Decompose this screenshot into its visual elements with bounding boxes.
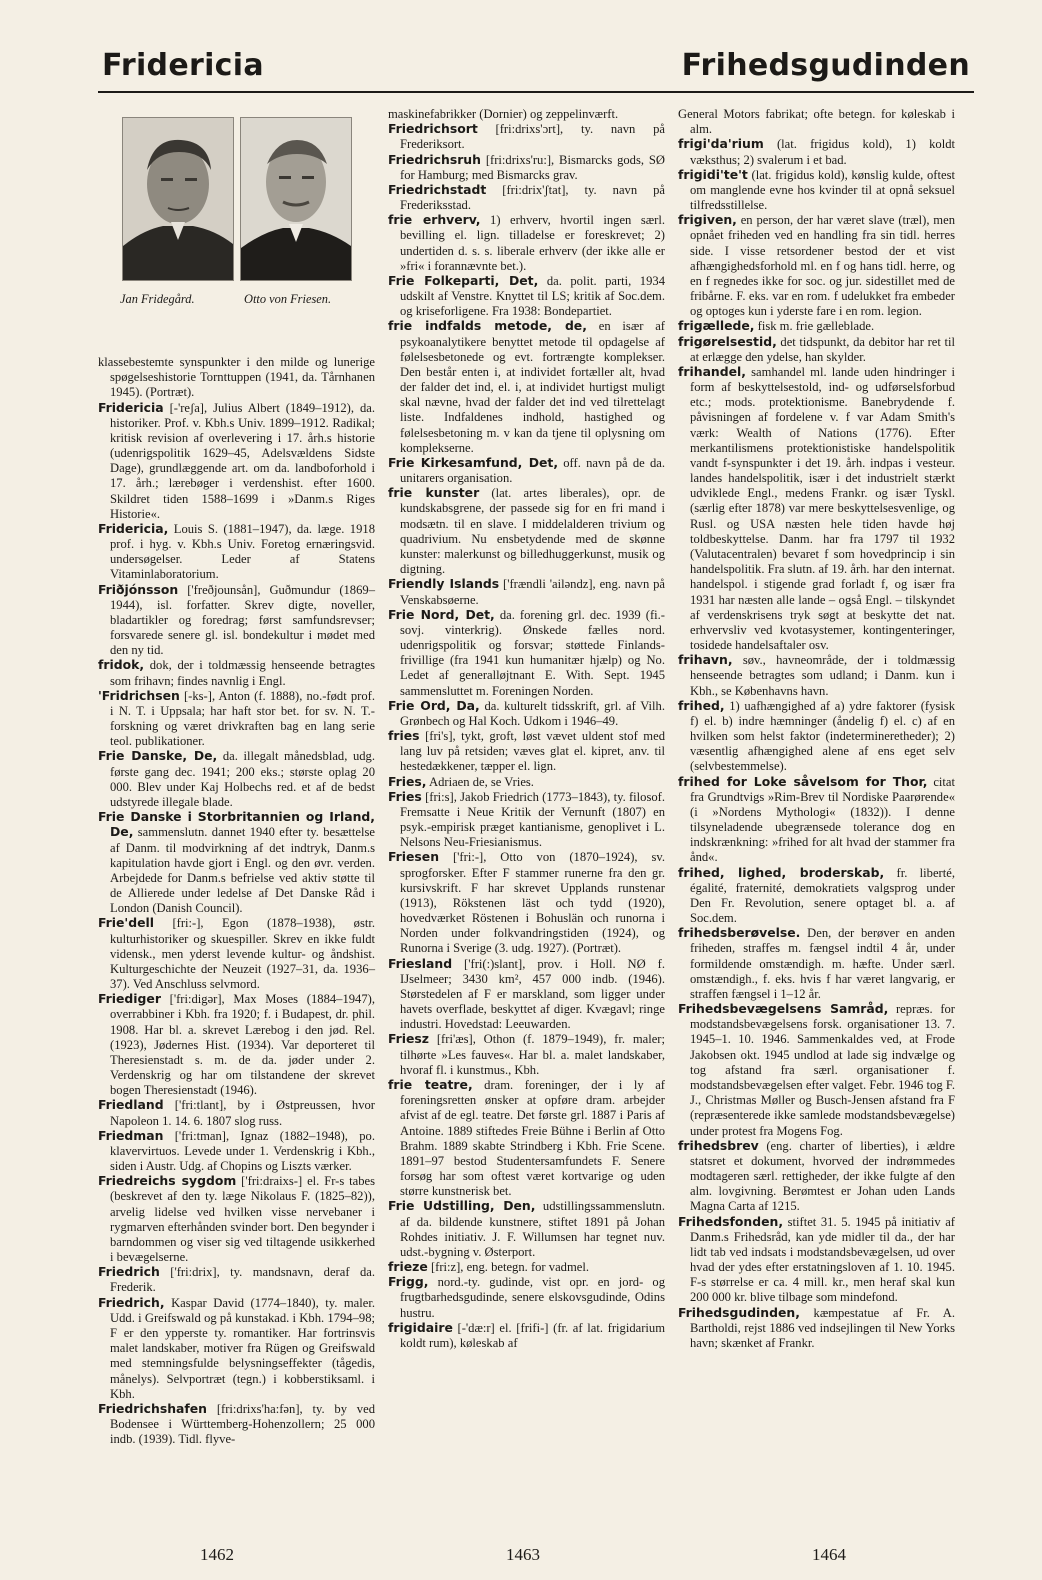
entry-text: dok, der i toldmæssig henseende betragtes som frihavn; findes navnlig i Engl. <box>110 658 375 688</box>
entry-text: en person, der har været slave (træl), men opnået friheden ved en handling fra sin tidl. herres side. I visse retsordener bestod der et vist afhængighedsforhold ml. en f og hans tidl. herre, og en f regnedes ikke for soc. og jur. sidestillet med de fribårne. F. eks. var en rom. f udelukket fra embeder og optoges kun i yderste fare i en rom. legion. <box>690 213 955 319</box>
running-header-right: Frihedsgudinden <box>681 48 970 83</box>
dictionary-entry <box>678 335 955 365</box>
entry-headword: Fridericia <box>98 399 164 415</box>
entry-text: [fri:drixs'ru:], Bismarcks gods, SØ for Hamburg; med Bismarcks grav. <box>400 152 665 182</box>
entry-text: fr. liberté, égalité, fraternité, demokratiets valgsprog under Den Fr. Revolution, senere optaget bl. a. af Soc.dem. <box>690 865 955 926</box>
entry-headword: Frihedsgudinden, <box>678 1304 800 1320</box>
entry-text: udstillingssammenslutn. af da. bildende kunstnere, stiftet 1891 på Johan Rohdes initiativ. J. F. Willumsen har tegnet nuv. udst.-bygning v. Østerport. <box>400 1199 665 1259</box>
dictionary-entry <box>388 577 665 607</box>
dictionary-entry <box>388 790 665 851</box>
dictionary-entry <box>678 365 955 653</box>
dictionary-entry <box>388 1321 665 1351</box>
entries-column-3 <box>678 107 955 1351</box>
entry-text: ['fri:digər], Max Moses (1884–1947), overrabbiner i Kbh. fra 1920; f. i Budapest, dr. phil. 1908. Har bl. a. skrevet Lærebog i den jød. Rel. (1923), Jødernes Hist. (1934). Var deporteret til Theresienstadt s. m. de da. jøder under 2. Verdenskrig og har om tilstandene der skrevet bogen Theresienstadt (1946). <box>110 992 375 1098</box>
entry-headword: Frie Udstilling, Den, <box>388 1198 536 1214</box>
entry-headword: Frihedsbevægelsens Samråd, <box>678 1001 889 1017</box>
dictionary-entry <box>388 608 665 699</box>
dictionary-entry <box>388 153 665 183</box>
entry-text: ['frændli 'ailəndz], eng. navn på Venskabsøerne. <box>400 577 665 607</box>
dictionary-entry <box>678 775 955 866</box>
entry-text: sammenslutn. dannet 1940 efter ty. besættelse af Danm. til modvirkning af det indtryk, Danm.s kapitulation havde gjort i Engl. og den øvr. verden. Arbejdede for Danm.s befrielse ved aktiv støtte til de Allierede under ledelse af Det Danske Råd i London (Danish Council). <box>110 825 375 916</box>
entry-text: (lat. frigidus kold), kønslig kulde, oftest om manglende evne hos kvinder til at opnå seksuel tilfredsstillelse. <box>690 167 955 213</box>
entry-text: ['fri:draixs-] el. Fr-s tabes (beskrevet af den ty. læge Nikolaus F. (1825–82)), arvelig lidelse ved hvilken visse nervebaner i rygmarven efterhånden svinder bort. Den begynder i barndommen og viser sig ved tiltagende usikkerhed i bevægelserne. <box>110 1174 375 1265</box>
entry-headword: frigi'da'rium <box>678 136 764 152</box>
dictionary-entry <box>388 274 665 320</box>
entry-headword: frigørelsestid, <box>678 333 777 349</box>
dictionary-entry <box>98 689 375 750</box>
dictionary-entry <box>98 1265 375 1295</box>
entry-text: dram. foreninger, der i ly af foreningsretten ønsker at opføre dram. arbejder afvist af de egl. teatre. Det første grl. 1887 i Paris af Antoine. 1889 stiftedes Freie Bühne i Berlin af Otto Brahm. 1889 skabte Strindberg i Kbh. Frie Scene. 1891–97 bestod Studentersamfundets F. Senere forsøg har som oftest været kortvarige og uden større kunstnerisk bet. <box>400 1078 665 1199</box>
dictionary-entry <box>388 122 665 152</box>
page-number-middle: 1463 <box>506 1545 540 1564</box>
dictionary-entry <box>98 355 375 401</box>
entry-headword: Frie Nord, Det, <box>388 606 495 622</box>
entry-text: [fri:drixs'ɔrt], ty. navn på Frederiksort. <box>400 122 665 152</box>
dictionary-entry <box>388 456 665 486</box>
dictionary-entry <box>388 775 665 790</box>
entry-headword: Friesland <box>388 955 453 971</box>
entries-column-1 <box>98 355 375 1447</box>
entry-headword: Frie Danske, De, <box>98 748 218 764</box>
caption-fridegard: Jan Fridegård. <box>120 292 195 306</box>
entry-headword: frigællede, <box>678 318 755 334</box>
entry-headword: Fries, <box>388 773 427 789</box>
entry-text: [-'reʃa], Julius Albert (1849–1912), da. historiker. Prof. v. Kbh.s Univ. 1899–1912. Radikal; kritisk revision af overlevering i 17. årh.s historie (udenrigspolitik 1629–45, Adelsvældens Sidste Dage), grundlæggende art. om da. landboforhold i 17. årh.; lærebøger i verdenshist. efter 1600. Skildret tiden 1588–1699 i »Danm.s Riges Historie«. <box>110 400 375 521</box>
entry-text: da. polit. parti, 1934 udskilt af Venstre. Knyttet til LS; kritik af Soc.dem. og kriseforligene. Fra 1938: Bondepartiet. <box>400 273 665 319</box>
entry-text: ['fri:tlant], by i Østpreussen, hvor Napoleon 1. 14. 6. 1807 slog russ. <box>110 1098 375 1128</box>
dictionary-entry <box>678 1306 955 1352</box>
dictionary-entry <box>98 583 375 659</box>
entry-headword: 'Fridrichsen <box>98 687 180 703</box>
dictionary-entry <box>388 486 665 577</box>
dictionary-entry <box>678 653 955 699</box>
entry-headword: frigiven, <box>678 212 737 228</box>
entry-headword: Frie Danske i Storbritannien og Irland, De, <box>98 809 375 840</box>
entry-text: [fri'æs], Othon (f. 1879–1949), fr. maler; tilhørte »Les fauves«. Har bl. a. malet landskaber, hvoraf fl. i kunstmus., Kbh. <box>400 1032 665 1077</box>
entry-text: repræs. for modstandsbevægelsens forsk. organisationer 13. 7. 1945–1. 10. 1946. Sammenkaldes ved, at Frode Jakobsen okt. 1945 undlod at lade sig indvælge og tog afstand fra særl. organisationer f. modstandsbevægelsen efter valget. Febr. 1946 tog F. J., Christmas Møller og Busch-Jensen afstand fra F (repræsenterede ikke samlede modstandsbevægelse) under protest fra Mogens Fog. <box>690 1002 956 1138</box>
entry-headword: Friesen <box>388 849 440 865</box>
entry-text: [fri:drixs'ha:fən], ty. by ved Bodensee i Württemberg-Hohenzollern; 25 000 indb. (1939). Tidl. flyve- <box>110 1401 375 1447</box>
entry-text: 1) uafhængighed af a) ydre faktorer (fysisk f) el. b) indre hæmninger (åndelig f) el. c) af en hvilken som helst faktor (indetermineretheder); 2) væsentlig afhængighed alene af ens eget selv (selvbestemmelse). <box>690 698 956 774</box>
entry-headword: Frie Ord, Da, <box>388 697 480 713</box>
entry-text: søv., havneområde, der i toldmæssig henseende betragtes som udland; i Danm. kun i Kbh., se Københavns havn. <box>690 653 955 698</box>
dictionary-entry <box>678 168 955 214</box>
entry-text: [fri's], tykt, groft, løst vævet uldent stof med lang luv på retsiden; væves glat el. kipret, anv. til hestedækkener, tæpper el. lign. <box>400 729 665 774</box>
entries-column-2 <box>388 107 665 1351</box>
page-number-right: 1464 <box>812 1545 846 1564</box>
entry-headword: Friedrichshafen <box>98 1400 207 1416</box>
entry-headword: frie erhverv, <box>388 212 481 228</box>
entry-headword: Friesz <box>388 1031 430 1047</box>
dictionary-entry <box>388 213 665 274</box>
entry-text: (lat. frigidus kold), 1) koldt væksthus; 2) svalerum i et bad. <box>690 137 955 167</box>
dictionary-entry <box>678 1002 955 1139</box>
running-header-left: Fridericia <box>102 48 264 83</box>
entry-text: Kaspar David (1774–1840), ty. maler. Udd. i Greifswald og på kunstakad. i Kbh. 1794–98; F er den ypperste ty. romantiker. Har fortrinsvis malet landskaber, motiver fra Rügen og Greifswald med stemningsfulde belysningseffekter (tågedis, månelys). Selvportræt (tegn.) i kobberstiksaml. i Kbh. <box>110 1295 375 1401</box>
dictionary-entry <box>678 699 955 775</box>
entry-headword: Frihedsfonden, <box>678 1213 784 1229</box>
entry-text: ['fri:drix], ty. mandsnavn, deraf da. Frederik. <box>110 1265 375 1295</box>
entry-text: [-ks-], Anton (f. 1888), no.-født prof. i N. T. i Uppsala; har haft stor bet. for sv. N. T.-forskning og været drivkraften bag en lang serie teol. publikationer. <box>110 688 375 749</box>
page-number-left: 1462 <box>200 1545 234 1564</box>
entry-headword: Friðjónsson <box>98 581 179 597</box>
entry-headword: frihandel, <box>678 363 746 379</box>
entry-headword: frihedsberøvelse. <box>678 925 801 941</box>
entry-headword: Friediger <box>98 991 161 1007</box>
entry-headword: frieze <box>388 1259 428 1275</box>
entry-text: ['fri:tman], Ignaz (1882–1948), po. klavervirtuos. Levede under 1. Verdenskrig i Kbh., siden i Austr. Udg. af Chopins og Liszts værker. <box>110 1128 375 1174</box>
portrait-photos <box>98 107 375 347</box>
entry-headword: fridok, <box>98 657 145 673</box>
entry-headword: frie teatre, <box>388 1077 473 1092</box>
column-1 <box>98 107 375 1447</box>
entry-headword: frihed, lighed, broderskab, <box>678 864 885 880</box>
dictionary-entry <box>388 107 665 122</box>
entry-text: kæmpestatue af Fr. A. Bartholdi, rejst 1886 ved indsejlingen til New Yorks havn; skænket af Frankr. <box>690 1305 955 1350</box>
entry-headword: frigidaire <box>388 1319 453 1335</box>
entry-text: fisk m. frie gælleblade. <box>757 319 875 334</box>
dictionary-entry <box>388 1032 665 1078</box>
dictionary-entry <box>98 1098 375 1128</box>
entry-text: stiftet 31. 5. 1945 på initiativ af Danm.s Frihedsråd, kan yde midler til da., der har lidt tab ved indsats i modstandsbevægelsen, ud over hvad der ydes efter erstatningsloven af 1. 10. 1945. F-s størrelse er ca. 4 mill. kr., men heraf skal kun 200 000 kr. blive tilbage som mindefond. <box>690 1214 956 1305</box>
header-rule <box>98 91 974 93</box>
entry-text: 1) erhverv, hvortil ingen særl. bevilling el. lign. tilladelse er foreskrevet; 2) undertiden d. s. s. liberale erhverv (der ikke alle er »fri« i forannævnte bet.). <box>400 213 665 273</box>
dictionary-entry <box>98 992 375 1098</box>
dictionary-entry <box>388 1275 665 1321</box>
dictionary-entry <box>388 699 665 729</box>
dictionary-entry <box>388 1199 665 1260</box>
entry-text: ['freðjounsån], Guðmundur (1869–1944), isl. forfatter. Skrev digte, noveller, bladartikler og foredrag; først samfundsrevser; forsvarede senere gl. isl. bondekultur i mødet med den ny tid. <box>110 582 375 658</box>
dictionary-entry <box>678 319 955 334</box>
portrait-friesen-image <box>240 117 352 281</box>
entry-headword: Fridericia, <box>98 520 169 536</box>
entry-headword: Friedrichstadt <box>388 181 487 197</box>
entry-text: det tidspunkt, da debitor har ret til at erlægge den ydelse, han skylder. <box>690 334 955 364</box>
entry-text: (eng. charter of liberties), i ældre statsret et dokument, hvorved der indrømmedes modtageren særl. rettigheder, der ikke fulgte af den alm. lovgivning. Berømtest er Johan uden Lands Magna Carta af 1215. <box>690 1138 955 1214</box>
entry-text: ['fri:-], Otto von (1870–1924), sv. sprogforsker. Efter F stammer runerne fra den gr. kursivskrift. F har skrevet Upplands runstenar (1913), Rökstenen läst och tydd (1920), hovedværket Röstenen i Bohuslän och runorna i Norden under folkvandringstiden (1924), og Runorna i Sverige (3. udg. 1927). (Portræt). <box>400 850 666 956</box>
dictionary-entry <box>98 749 375 810</box>
entry-headword: Friedrich, <box>98 1294 165 1310</box>
entry-headword: Friedland <box>98 1097 164 1113</box>
entry-text: Den, der berøver en anden friheden, straffes m. fængsel indtil 4 år, under formildende omstændigh. m. hæfte. Under særl. omstændigh., f. eks. hvis f har været langvarig, er straffen fængsel i 1–12 år. <box>690 926 955 1001</box>
dictionary-entry <box>388 1078 665 1199</box>
entry-text: da. kulturelt tidsskrift, grl. af Vilh. Grønbech og Hal Koch. Udkom i 1946–49. <box>400 698 666 728</box>
entry-text: en især af psykoanalytikere benyttet metode til opdagelse af følelsesbetonede og evt. fortrængte komplekser. Den består enten i, at individet fortæller alt, hvad der falder det ind, el. i, at individet hurtigst muligt skal nævne, hvad der falder det ind ved tilrettelagt liste. Indfaldenes indhold, hastighed og følelsesbetoning m. v kan da tjene til oplysning om komplekserne. <box>400 319 665 455</box>
entry-headword: frihavn, <box>678 652 733 668</box>
dictionary-entry <box>98 522 375 583</box>
entry-text: off. navn på de da. unitarers organisation. <box>400 455 665 486</box>
entry-headword: Frigg, <box>388 1274 429 1290</box>
entry-text: ['fri(:)slant], prov. i Holl. NØ f. IJselmeer; 3430 km², 457 000 indb. (1946). Størstedelen af F er marskland, som ligger under havets overflade, beskyttet af diger. Kvægavl; ringe industri. Hovedstad: Leeuwarden. <box>400 956 665 1032</box>
dictionary-entry <box>388 319 665 456</box>
entry-headword: fries <box>388 728 420 744</box>
entry-headword: frihed for Loke såvelsom for Thor, <box>678 773 928 789</box>
entry-headword: Frie Folkeparti, Det, <box>388 272 539 288</box>
entry-headword: frie kunster <box>388 485 480 501</box>
entry-text: [-'dæ:r] el. [frifi-] (fr. af lat. frigidarium koldt rum), køleskab af <box>400 1320 665 1350</box>
entry-headword: frigidi'te't <box>678 166 748 182</box>
entry-text: (lat. artes liberales), opr. de kundskabsgrene, der passede sig for en fri mand i modsætn. til en slave. I middelalderen trivium og quadrivium. Nu ensbetydende med de skønne kunster: malerkunst og billedhuggerkunst, musik og digtning. <box>400 486 665 577</box>
dictionary-entry <box>98 1296 375 1402</box>
entry-text: samhandel ml. lande uden hindringer i form af beskyttelsestold, ind- og udførselsforbud etc.; mods. protektionisme. Banebrydende f. påvisningen af fordelene v. f var Adam Smith's værk: Wealth of Nations (1776). Efter merkantilismens protektionistiske handelspolitik vandt f-synspunkter i det 19. årh. indpas i vesteur. landes handelspolitik, især i det industrielt stærkt udviklede Engl., medens Frankr. og især Tyskl. (særlig efter 1878) var mere beskyttelsesvenlige, og Rusl. og USA næsten hele tiden havde høj toldbeskyttelse. Danm. har fra 1797 til 1932 (Valutacentralen) bevaret f som hovedprincip i sin handelspolitik. Fra slutn. af 19. årh. har den internat. handelspol. i stigende grad forladt f, og især fra 1931 har næsten alle lande – også Engl. – tilskyndet af verdenskrisens tryk søgt at beskytte det nat. erhvervsliv ved kvotasystemer, kontingenteringer, tosidede handelsaftaler osv. <box>690 364 955 653</box>
entry-text: General Motors fabrikat; ofte betegn. for køleskab i alm. <box>678 107 955 137</box>
dictionary-entry <box>388 729 665 775</box>
entry-headword: Frie Kirkesamfund, Det, <box>388 454 559 470</box>
entry-headword: Friedrichsort <box>388 121 478 137</box>
dictionary-entry <box>388 850 665 956</box>
column-2 <box>388 107 665 1351</box>
entry-text: da. illegalt månedsblad, udg. første gang dec. 1941; 200 eks.; største oplag 20 000. Blev under Kaj Holbechs red. et af de bedst udstyrede illegale blade. <box>110 749 375 809</box>
dictionary-entry <box>388 183 665 213</box>
entry-text: citat fra Grundtvigs »Rim-Brev til Nordiske Paarørende« (i »Nordens Mythologi« (1832)). I denne tilsyneladende ubegrænsede tolerance dog en indskrænkning: »frihed for alt hvad der stammer fra ånd«. <box>690 774 955 865</box>
dictionary-entry <box>98 1174 375 1265</box>
dictionary-entry <box>98 401 375 522</box>
dictionary-entry <box>98 1402 375 1448</box>
dictionary-entry <box>678 1139 955 1215</box>
dictionary-entry <box>678 137 955 167</box>
entry-headword: Friedrichsruh <box>388 151 481 167</box>
entry-text: Adriaen de, se Vries. <box>428 774 534 789</box>
entry-text: klassebestemte synspunkter i den milde og lunerige spøgelseshistorie Tornttuppen (1941, da. Tårnhanen 1945). (Portræt). <box>98 355 375 400</box>
portrait-fridegard-image <box>122 117 234 281</box>
entry-text: [fri:s], Jakob Friedrich (1773–1843), ty. filosof. Fremsatte i Neue Kritik der Vernunft (1807) en psyk.-empirisk præget kantianisme, genoplivet i L. Nelsons Neu-Friesianismus. <box>400 789 665 850</box>
dictionary-entry <box>678 1215 955 1306</box>
caption-friesen: Otto von Friesen. <box>244 292 332 306</box>
dictionary-entry <box>388 957 665 1033</box>
entry-text: [fri:-], Egon (1878–1938), østr. kulturhistoriker og skuespiller. Skrev en ikke fuldt vidensk., men yderst levende kultur- og åndshist. Kulturgeschichte der Neuzeit (1927–31, da. 1936–37). Ved Anschluss selvmord. <box>110 916 375 992</box>
dictionary-entry <box>98 916 375 992</box>
entry-headword: frihedsbrev <box>678 1137 759 1153</box>
entry-text: nord.-ty. gudinde, vist opr. en jord- og frugtbarhedsgudinde, senere elskovsgudinde, Odins hustru. <box>400 1275 665 1320</box>
entry-headword: Friendly Islands <box>388 576 500 592</box>
dictionary-entry <box>388 1260 665 1275</box>
entry-headword: frie indfalds metode, de, <box>388 318 587 334</box>
dictionary-entry <box>678 926 955 1002</box>
entry-text: maskinefabrikker (Dornier) og zeppelinværft. <box>388 107 619 121</box>
dictionary-entry <box>98 810 375 916</box>
entry-headword: Friedrich <box>98 1264 160 1280</box>
entry-text: [fri:z], eng. betegn. for vadmel. <box>430 1260 589 1275</box>
dictionary-entry <box>678 107 955 137</box>
entry-headword: frihed, <box>678 697 725 713</box>
entry-headword: Fries <box>388 788 422 804</box>
entry-headword: Friedman <box>98 1127 164 1143</box>
entry-headword: Friedreichs sygdom <box>98 1173 237 1189</box>
dictionary-entry <box>678 213 955 319</box>
entry-headword: Frie'dell <box>98 915 154 931</box>
dictionary-entry <box>98 1129 375 1175</box>
dictionary-entry <box>678 866 955 927</box>
entry-text: Louis S. (1881–1947), da. læge. 1918 prof. i hyg. v. Kbh.s Univ. Foretog ernæringsvid. undersøgelser. Leder af Statens Vitaminlaboratorium. <box>110 521 375 582</box>
dictionary-entry <box>98 658 375 688</box>
entry-text: da. forening grl. dec. 1939 (fi.-sovj. vinterkrig). Ønskede fælles nord. udenrigspolitik og forsvar; støttede Finlands-frivillige (fra 1941 kun humanitær hjælp) og No. Ledet af generalløjtnant E. With. Sept. 1945 sammensluttet m. Foreningen Norden. <box>400 607 665 698</box>
column-3 <box>678 107 955 1351</box>
entry-text: [fri:drix'ʃtat], ty. navn på Frederiksstad. <box>400 182 665 213</box>
